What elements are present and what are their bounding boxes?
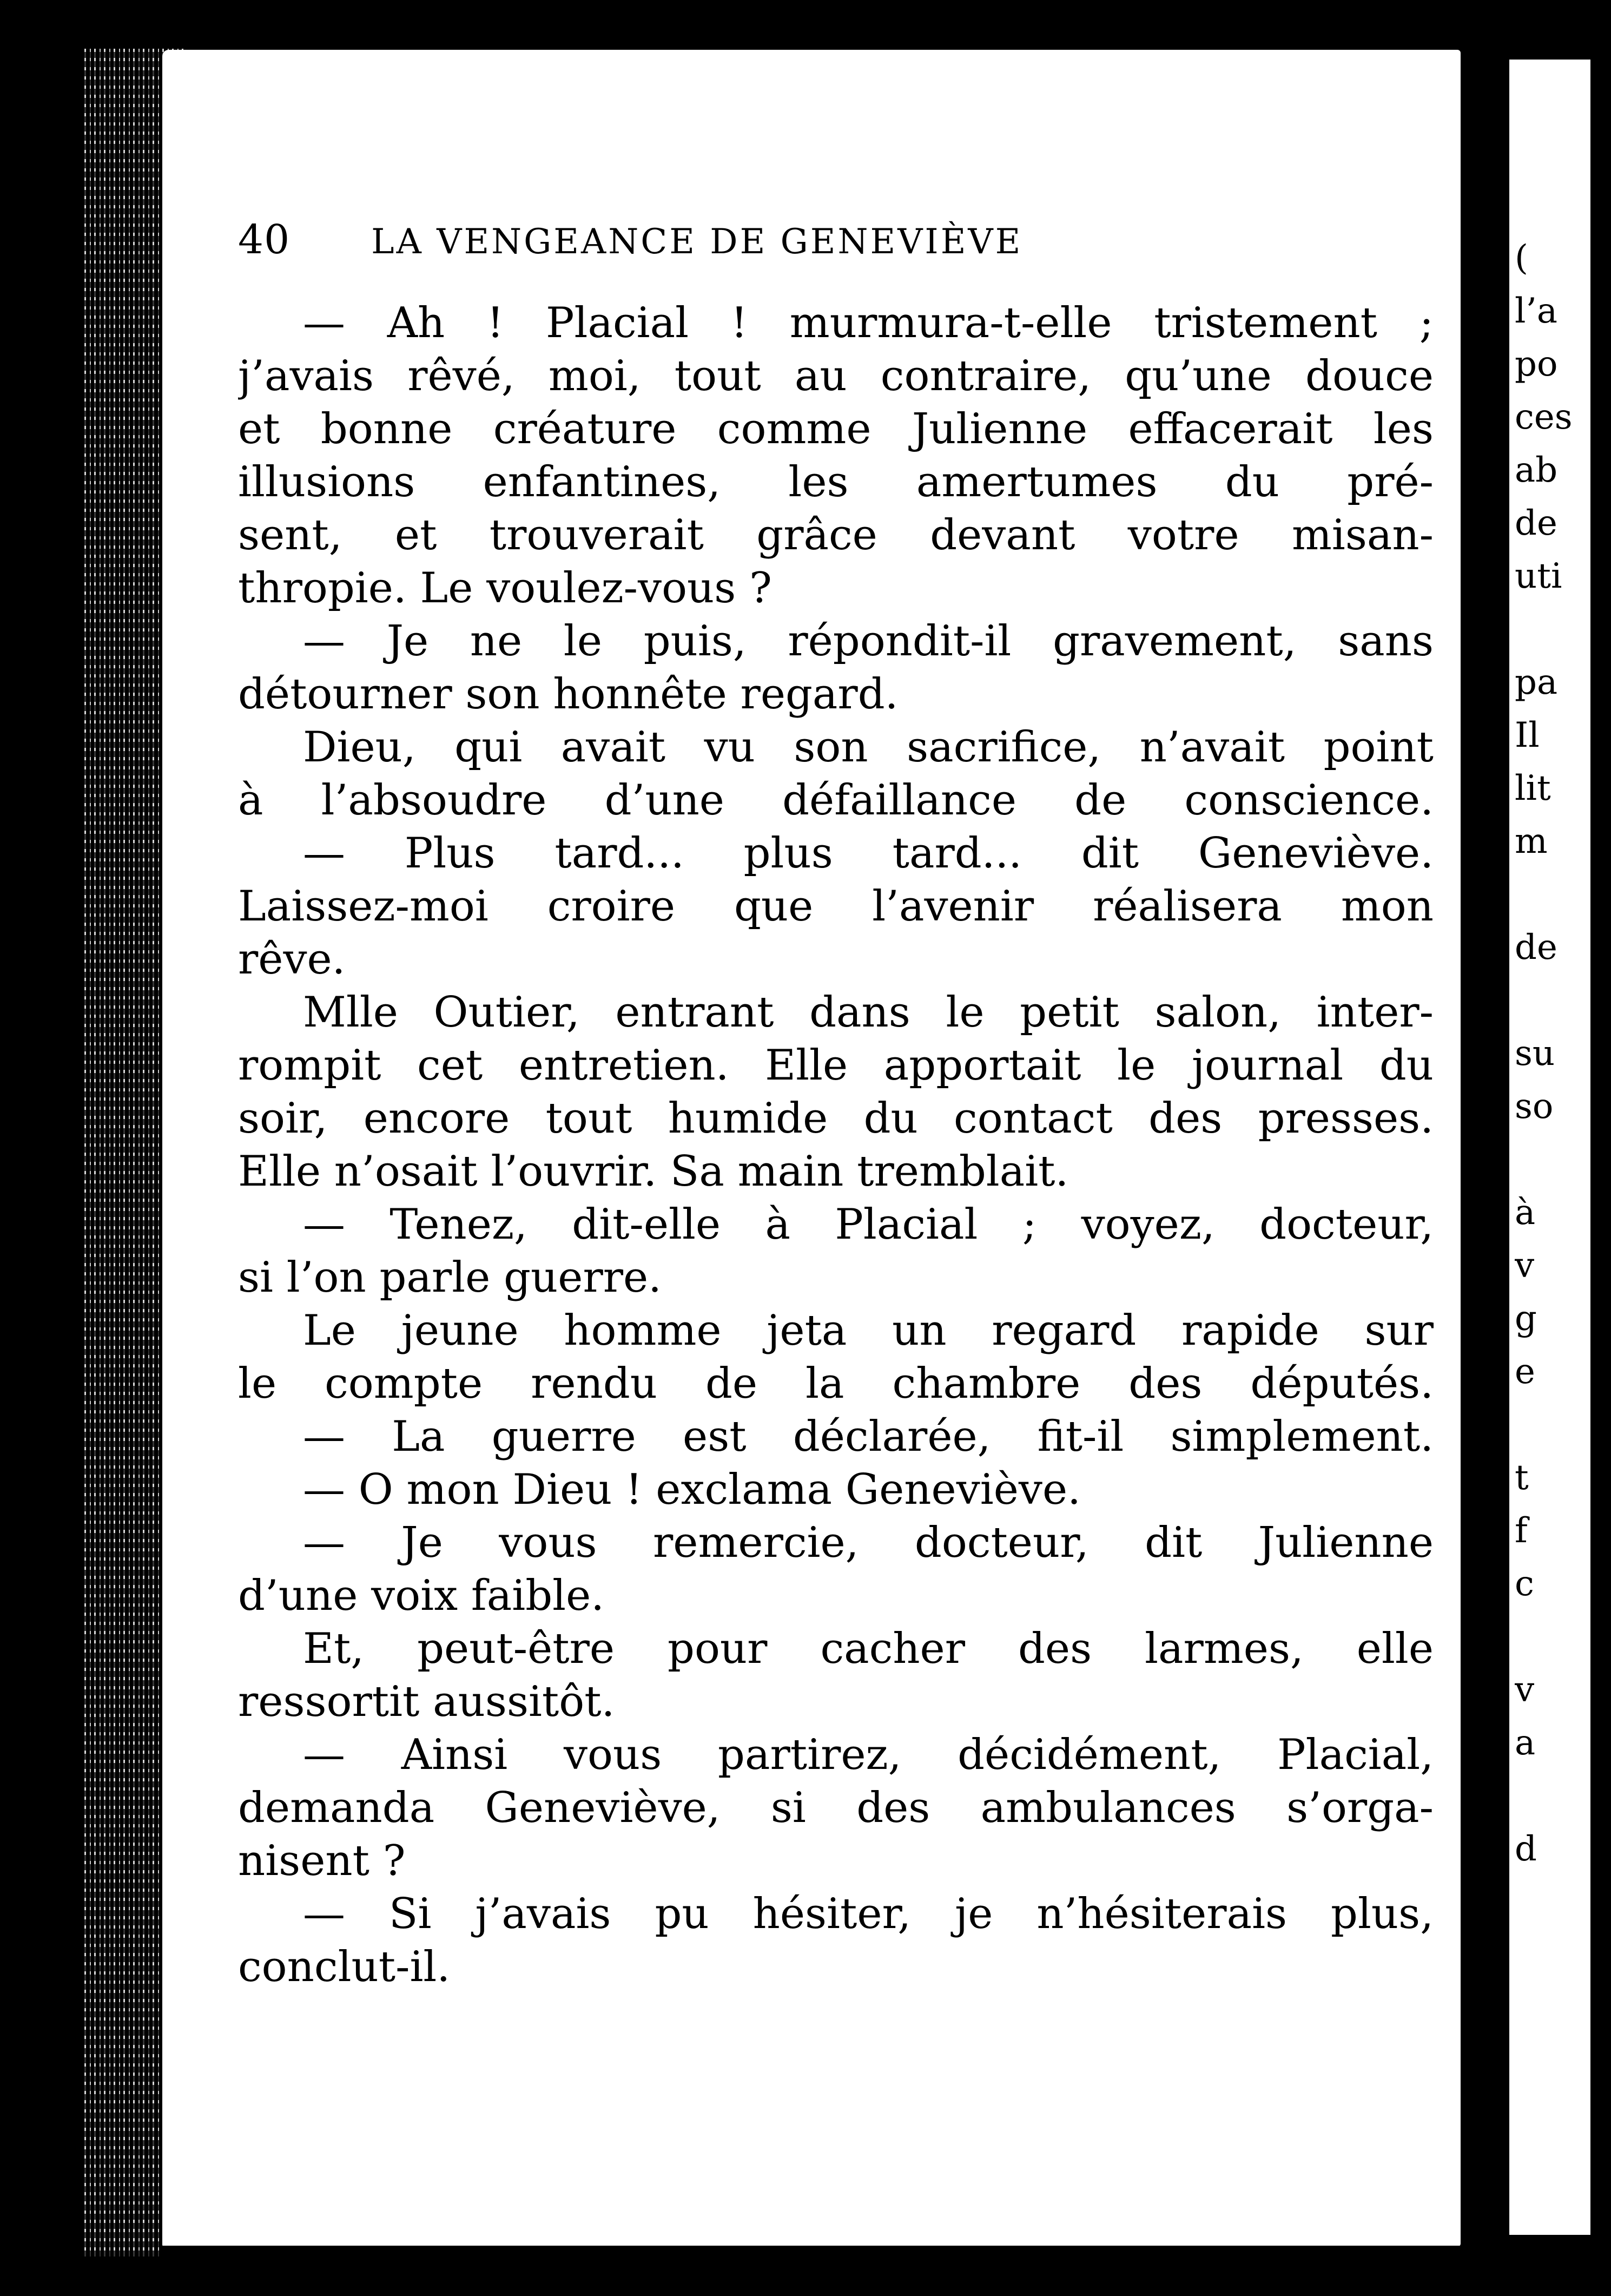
adjacent-page-fragment: g: [1515, 1299, 1537, 1339]
adjacent-page-fragment: de: [1515, 927, 1557, 968]
text-line: conclut-il.: [238, 1943, 451, 1991]
adjacent-page-fragment: a: [1515, 1723, 1536, 1763]
text-line: nisent ?: [238, 1837, 406, 1885]
text-line: — O mon Dieu ! exclama Geneviève.: [303, 1465, 1081, 1514]
text-line: — Je ne le puis, répondit-il gravement, sans: [303, 617, 1434, 666]
adjacent-page-fragment: v: [1515, 1246, 1535, 1286]
text-line: sent, et trouverait grâce devant votre misan-: [238, 511, 1434, 560]
text-line: le compte rendu de la chambre des députés.: [238, 1359, 1434, 1408]
page-number: 40: [238, 216, 290, 263]
text-line: si l’on parle guerre.: [238, 1253, 662, 1302]
text-line: Elle n’osait l’ouvrir. Sa main tremblait.: [238, 1147, 1069, 1196]
adjacent-page-fragment: ab: [1515, 450, 1558, 490]
text-line: rêve.: [238, 935, 346, 984]
adjacent-page-fragment: pa: [1515, 662, 1558, 702]
adjacent-page-fragment: uti: [1515, 556, 1562, 596]
text-line: — Ainsi vous partirez, décidément, Placial,: [303, 1731, 1434, 1779]
text-line: thropie. Le voulez-vous ?: [238, 564, 772, 613]
adjacent-page-fragment: t: [1515, 1458, 1529, 1498]
adjacent-page-fragment: c: [1515, 1564, 1534, 1604]
text-line: illusions enfantines, les amertumes du pré-: [238, 458, 1434, 506]
text-line: et bonne créature comme Julienne effacerait les: [238, 405, 1434, 453]
adjacent-page-fragment: lit: [1515, 768, 1551, 808]
adjacent-page-fragment: ces: [1515, 397, 1573, 437]
adjacent-page-fragment: l’a: [1515, 291, 1557, 331]
text-line: ressortit aussitôt.: [238, 1677, 615, 1726]
adjacent-page-fragment: Il: [1515, 715, 1540, 755]
adjacent-page-fragment: m: [1515, 821, 1548, 861]
scan-bottom-edge: [162, 2246, 1569, 2278]
text-line: Dieu, qui avait vu son sacrifice, n’avait point: [303, 723, 1434, 772]
adjacent-page-fragment: so: [1515, 1087, 1554, 1127]
text-line: Le jeune homme jeta un regard rapide sur: [303, 1306, 1434, 1355]
text-line: — Tenez, dit-elle à Placial ; voyez, docteur,: [303, 1200, 1434, 1249]
text-line: Laissez-moi croire que l’avenir réalisera mon: [238, 882, 1434, 931]
adjacent-page-fragment: su: [1515, 1034, 1555, 1074]
adjacent-page-fragment: e: [1515, 1352, 1535, 1392]
text-line: soir, encore tout humide du contact des presses.: [238, 1094, 1434, 1143]
adjacent-page-fragment: d: [1515, 1829, 1537, 1869]
text-line: d’une voix faible.: [238, 1571, 605, 1620]
text-line: à l’absoudre d’une défaillance de conscience.: [238, 776, 1434, 825]
page-content: [238, 216, 1434, 1994]
text-line: détourner son honnête regard.: [238, 670, 899, 719]
adjacent-page-fragment: de: [1515, 503, 1557, 543]
running-title: LA VENGEANCE DE GENEVIÈVE: [371, 222, 1023, 262]
text-line: — La guerre est déclarée, fit-il simplement.: [303, 1412, 1434, 1461]
adjacent-page-fragment: (: [1515, 238, 1528, 278]
text-line: rompit cet entretien. Elle apportait le journal du: [238, 1041, 1434, 1090]
adjacent-page-fragment: v: [1515, 1670, 1535, 1710]
text-line: — Je vous remercie, docteur, dit Julienne: [303, 1518, 1434, 1567]
adjacent-page-fragment: po: [1515, 344, 1558, 384]
text-line: Et, peut-être pour cacher des larmes, elle: [303, 1624, 1434, 1673]
text-line: j’avais rêvé, moi, tout au contraire, qu’une douce: [238, 352, 1434, 400]
text-line: demanda Geneviève, si des ambulances s’orga-: [238, 1784, 1434, 1832]
adjacent-page: [1509, 60, 1590, 2235]
adjacent-page-fragment: f: [1515, 1511, 1528, 1551]
text-line: — Plus tard... plus tard... dit Geneviève.: [303, 829, 1434, 878]
text-block: [238, 297, 1434, 1994]
text-line: — Si j’avais pu hésiter, je n’hésiterais plus,: [303, 1890, 1434, 1938]
page-header: [238, 216, 1434, 271]
text-line: — Ah ! Placial ! murmura-t-elle tristement ;: [303, 299, 1434, 347]
adjacent-page-fragment: à: [1515, 1193, 1536, 1233]
text-line: Mlle Outier, entrant dans le petit salon, inter-: [303, 988, 1434, 1037]
